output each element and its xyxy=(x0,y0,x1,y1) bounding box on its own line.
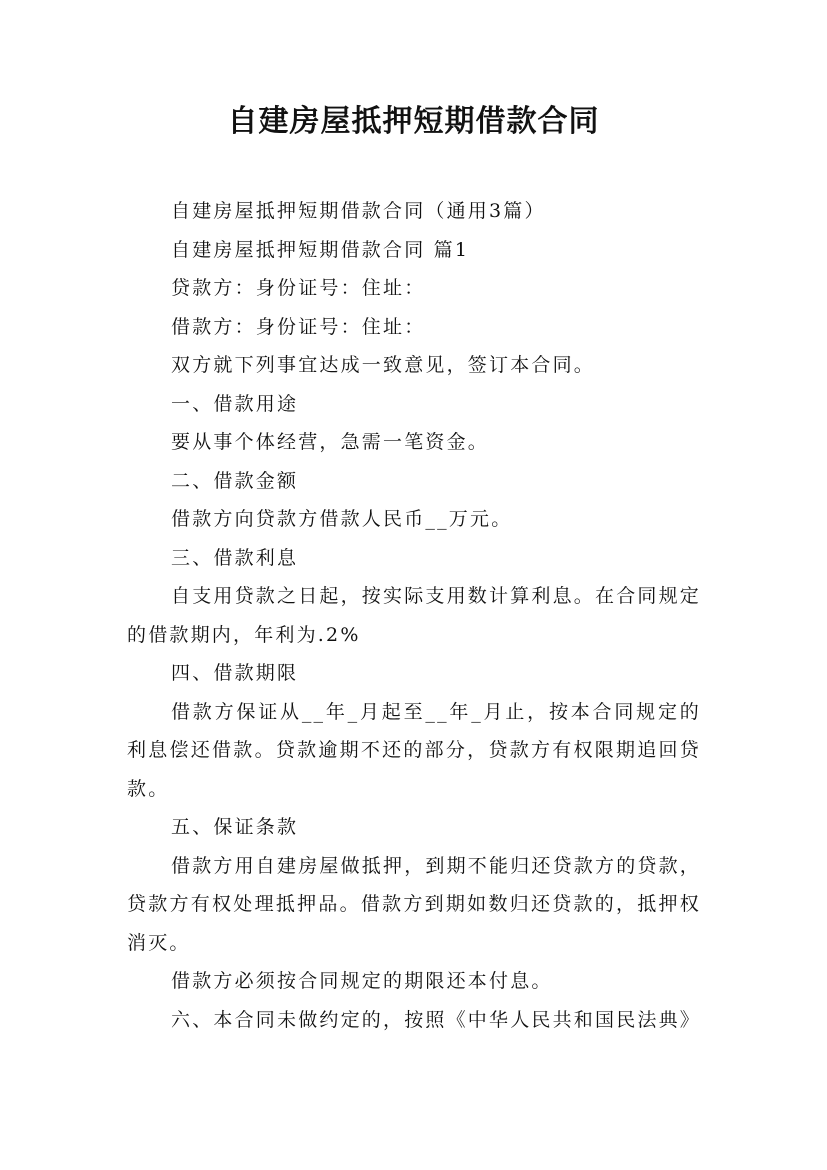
paragraph-clause-heading-5: 五、保证条款 xyxy=(171,816,299,838)
paragraph-agreement: 双方就下列事宜达成一致意见，签订本合同。 xyxy=(171,354,596,376)
paragraph-clause-heading-4: 四、借款期限 xyxy=(171,662,299,684)
paragraph-repayment-note: 借款方必须按合同规定的期限还本付息。 xyxy=(171,970,553,992)
paragraph-clause-text-1: 要从事个体经营，急需一笔资金。 xyxy=(171,431,490,453)
paragraph-borrower-info: 借款方：身份证号：住址： xyxy=(171,315,426,338)
paragraph-clause-heading-1: 一、借款用途 xyxy=(171,392,299,415)
paragraph-clause-heading-3: 三、借款利息 xyxy=(171,546,299,569)
paragraph-lender-info: 贷款方：身份证号：住址： xyxy=(171,277,426,299)
paragraph-clause-text-4: 借款方保证从__年_月起至__年_月止，按本合同规定的利息偿还借款。贷款逾期不还的部分，贷款方有权限期追回贷款。 xyxy=(127,700,701,800)
paragraph-clause-heading-6: 六、本合同未做约定的，按照《中华人民共和国民法典》 xyxy=(171,1008,702,1031)
paragraph-clause-text-2: 借款方向贷款方借款人民币__万元。 xyxy=(171,508,513,530)
paragraph-clause-heading-2: 二、借款金额 xyxy=(171,469,299,492)
paragraph-section-heading: 自建房屋抵押短期借款合同 篇1 xyxy=(171,238,470,261)
paragraph-subtitle: 自建房屋抵押短期借款合同（通用3篇） xyxy=(171,200,546,222)
paragraph-clause-text-5: 借款方用自建房屋做抵押，到期不能归还贷款方的贷款，贷款方有权处理抵押品。借款方到期如数归还贷款的，抵押权消灭。 xyxy=(127,854,702,954)
paragraph-clause-text-3: 自支用贷款之日起，按实际支用数计算利息。在合同规定的借款期内，年利为.2% xyxy=(127,585,702,646)
document-title: 自建房屋抵押短期借款合同 xyxy=(227,104,600,139)
document-body xyxy=(127,192,701,1039)
